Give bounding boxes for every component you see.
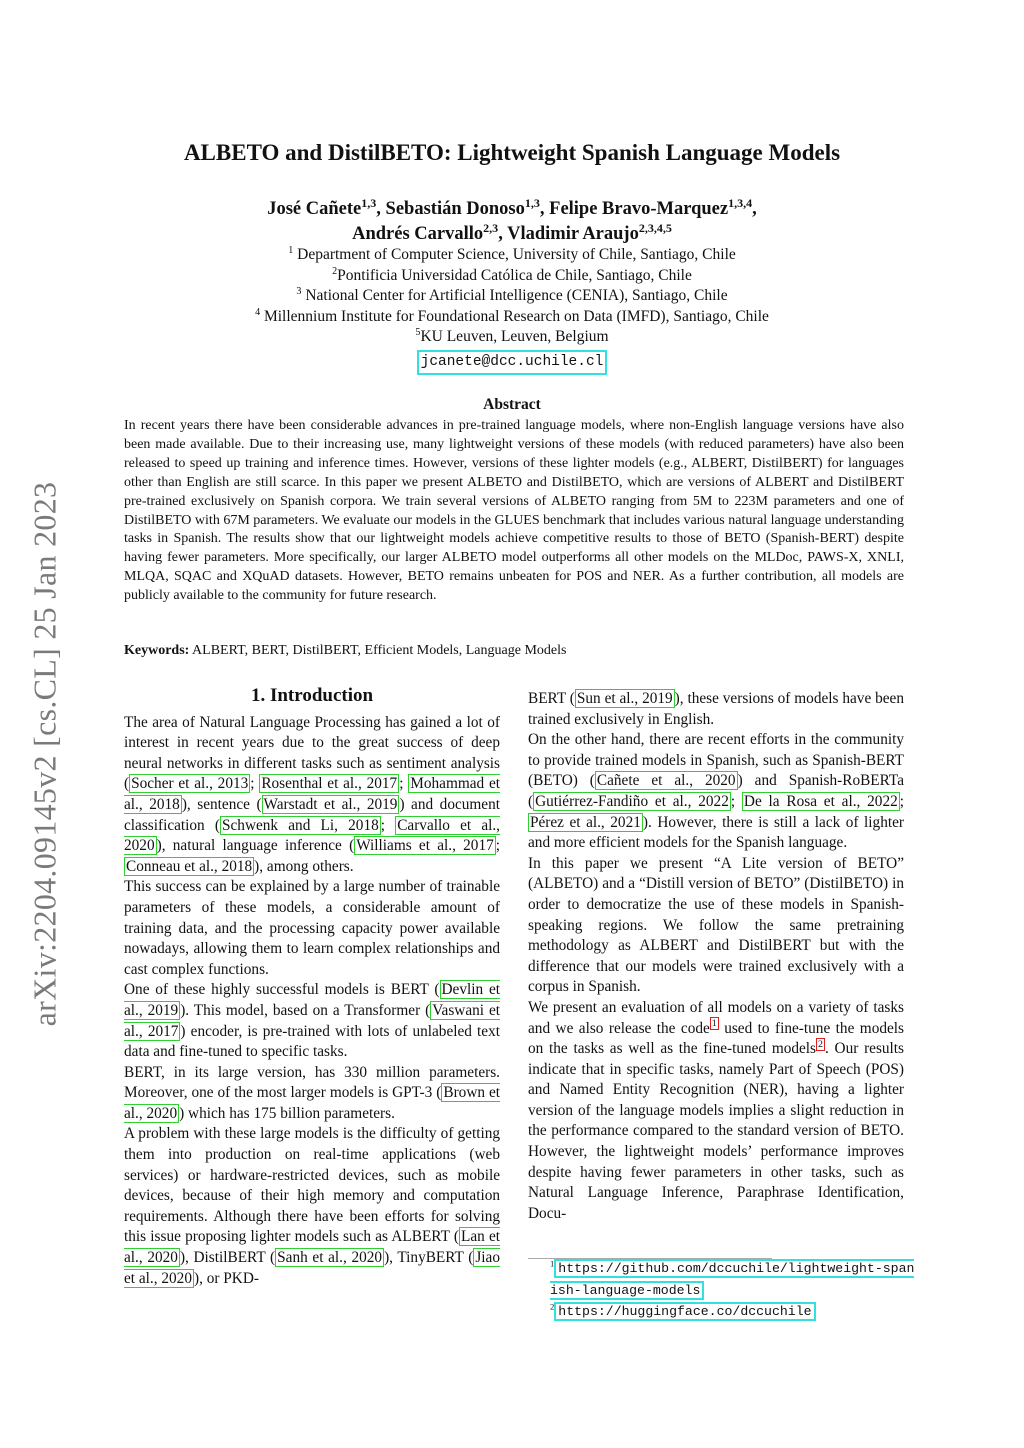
footnote-ref-link[interactable]: 2 [818, 1039, 823, 1050]
footnote: $^2$ https://huggingface.co/dccuchile [528, 1301, 918, 1323]
footnotes [528, 1258, 918, 1323]
citation-link[interactable]: Cañete et al., 2020 [596, 772, 736, 790]
paragraph: On the other hand, there are recent efforts in the community to provide trained models in Spanish, such as Spanish-BERT (BETO) ( Cañete et al., 2020 ) and Spanish-RoBERTa ( Gutiérrez-Fandiño et al., 2022 ; De la Rosa et al., 2022 ; Pérez et al., 2021 ). However, there is still a lack of lighter and more efficient models for the Spanish language. [528, 731, 904, 852]
section-heading: 1. Introduction [250, 685, 374, 706]
keywords [124, 643, 904, 659]
footnote-ref-link[interactable]: 1 [711, 1018, 717, 1030]
citation-link[interactable]: Sanh et al., 2020 [277, 1249, 383, 1267]
citation-link[interactable]: De la Rosa et al., 2022 [743, 792, 898, 810]
footnote-url-link[interactable]: https://github.com/dccuchile/lightweight-spanish-language-models [550, 1261, 915, 1298]
citation-link[interactable]: Mohammad et al., 2018 [124, 775, 500, 813]
citation-link[interactable]: Williams et al., 2017 [356, 837, 494, 855]
paragraph: One of these highly successful models is BERT ( Devlin et al., 2019 ). This model, based on a Transformer ( Vaswani et al., 2017 ) encoder, is pre-trained with lots of unlabeled text data and fine-tuned to specific tasks. [124, 981, 500, 1061]
citation-link[interactable]: Warstadt et al., 2019 [263, 795, 398, 813]
footnote-url-link[interactable]: https://huggingface.co/dccuchile [554, 1302, 815, 1321]
affiliation-list [100, 245, 924, 375]
paragraph: A problem with these large models is the difficulty of getting them into production on real-time applications (web services) or hardware-restricted devices, such as mobile devices, because of their high memory and computation requirements. Although there have been efforts for solving this issue proposing lighter models such as ALBERT ( Lan et al., 2020 ), DistilBERT ( Sanh et al., 2020 ), TinyBERT ( Jiao et al., 2020 ), or PKD- [124, 1125, 501, 1287]
affiliation: $^5$KU Leuven, Leuven, Belgium [415, 327, 609, 346]
author: José Cañete$^{1,3}$, [267, 195, 386, 219]
paragraph: In this paper we present “A Lite version of BETO” (ALBETO) and a “Distill version of BETO” (DistilBETO) in order to democratize the use of these models in Spanish-speaking regions. We follow the same pretraining methodology as ALBERT and DistilBERT but with the difference that our models were trained exclusively with a corpus in Spanish. [528, 854, 904, 996]
abstract-heading: Abstract [483, 396, 541, 413]
paragraph: The area of Natural Language Processing has gained a lot of interest in recent years due to the great success of deep neural networks in different tasks such as sentiment analysis ( Socher et al., 2013 ; Rosenthal et al., 2017 ; Mohammad et al., 2018 ), sentence ( Warstadt et al., 2019 ) and document classification ( Schwenk and Li, 2018 ; Carvallo et al., 2020 ), natural language inference ( Williams et al., 2017 ; Conneau et al., 2018 ), among others. [124, 713, 501, 875]
author-list [100, 197, 924, 247]
paragraph: This success can be explained by a large number of trainable parameters of these models, a considerable amount of training data, and the processing capacity power available nowadays, allowing them to learn complex relationships and cast complex functions. [124, 878, 500, 978]
left-column-body [124, 713, 500, 1290]
paper-title: ALBETO and DistilBETO: Lightweight Spanish Language Models [183, 140, 841, 165]
paragraph: BERT ( Sun et al., 2019 ), these versions of models have been trained exclusively in English. [528, 690, 904, 728]
paragraph: We present an evaluation of all models on a variety of tasks and we also release the code $^1$ used to fine-tune the models on the tasks as well as the fine-tuned models $^2$ . Our results indicate that in specific tasks, namely Part of Speech (POS) and Named Entity Recognition (NER), having a lighter version of the language models implies a slight reduction in the performance compared to the standard version of BETO. However, the lightweight models’ performance improves despite having fewer parameters in other tasks, such as Natural Language Inference, Paraphrase Identification, Docu- [528, 998, 905, 1222]
citation-link[interactable]: Devlin et al., 2019 [124, 981, 500, 1019]
left-column [124, 686, 500, 1289]
arxiv-id-text: arXiv:2204.09145v2 [cs.CL] 25 Jan 2023 [26, 481, 63, 1027]
affiliation: $^4$ Millennium Institute for Foundational Research on Data (IMFD), Santiago, Chile [255, 306, 769, 325]
paragraph: BERT, in its large version, has 330 million parameters. Moreover, one of the most larger models is GPT-3 ( Brown et al., 2020 ) which has 175 billion parameters. [124, 1063, 500, 1122]
keywords-label: Keywords: [124, 643, 190, 658]
citation-link[interactable]: Sun et al., 2019 [576, 690, 673, 707]
abstract-text: In recent years there have been considerable advances in pre-trained language models, where non-English language versions have also been made available. Due to their increasing use, many lightweight versions of these models (with reduced parameters) have also been released to speed up training and inference times. However, versions of these lighter models (e.g., ALBERT, DistilBERT) for languages other than English are still scarce. In this paper we present ALBETO and DistilBETO, which are versions of ALBERT and DistilBERT pre-trained exclusively on Spanish corpora. We train several versions of ALBETO ranging from 5M to 223M parameters and one of DistilBETO with 67M parameters. We evaluate our models in the GLUES benchmark that includes various natural language understanding tasks in Spanish. The results show that our lightweight models achieve competitive results to those of BETO (Spanish-BERT) despite having fewer parameters. More specifically, our larger ALBETO model outperforms all other models on the MLDoc, PAWS-X, XNLI, MLQA, SQAC and XQuAD datasets. However, BETO remains unbeaten for POS and NER. As a further contribution, all models are publicly available to the community for future research. [124, 418, 904, 604]
affiliation: $^1$ Department of Computer Science, University of Chile, Santiago, Chile [288, 244, 736, 263]
right-column-body [528, 689, 904, 1224]
citation-link[interactable]: Brown et al., 2020 [124, 1084, 500, 1122]
citation-link[interactable]: Gutiérrez-Fandiño et al., 2022 [535, 792, 729, 810]
author: Felipe Bravo-Marquez$^{1,3,4}$, [549, 195, 757, 219]
footnote: $^1$ https://github.com/dccuchile/lightweight-spanish-language-models [550, 1258, 915, 1298]
affiliation: $^3$ National Center for Artificial Intelligence (CENIA), Santiago, Chile [296, 286, 728, 305]
citation-link[interactable]: Pérez et al., 2021 [530, 813, 641, 831]
citation-link[interactable]: Carvallo et al., 2020 [124, 816, 501, 855]
citation-link[interactable]: Vaswani et al., 2017 [124, 1001, 500, 1040]
citation-link[interactable]: Schwenk and Li, 2018 [222, 816, 379, 834]
author: Vladimir Araujo$^{2,3,4,5}$ [507, 220, 672, 244]
right-column [528, 689, 904, 1224]
affiliation: $^2$Pontificia Universidad Católica de Chile, Santiago, Chile [332, 265, 692, 284]
keywords-text: ALBERT, BERT, DistilBERT, Efficient Models, Language Models [189, 643, 567, 658]
email-link[interactable]: jcanete@dcc.uchile.cl [417, 350, 608, 375]
citation-link[interactable]: Jiao et al., 2020 [124, 1249, 501, 1287]
citation-link[interactable]: Socher et al., 2013 [131, 775, 249, 793]
citation-link[interactable]: Rosenthal et al., 2017 [261, 775, 398, 793]
author: Andrés Carvallo$^{2,3}$, [352, 220, 508, 244]
arxiv-identifier [14, 455, 76, 1053]
citation-link[interactable]: Conneau et al., 2018 [126, 857, 253, 875]
citation-link[interactable]: Lan et al., 2020 [124, 1228, 500, 1267]
author: Sebastián Donoso$^{1,3}$, [385, 195, 550, 219]
